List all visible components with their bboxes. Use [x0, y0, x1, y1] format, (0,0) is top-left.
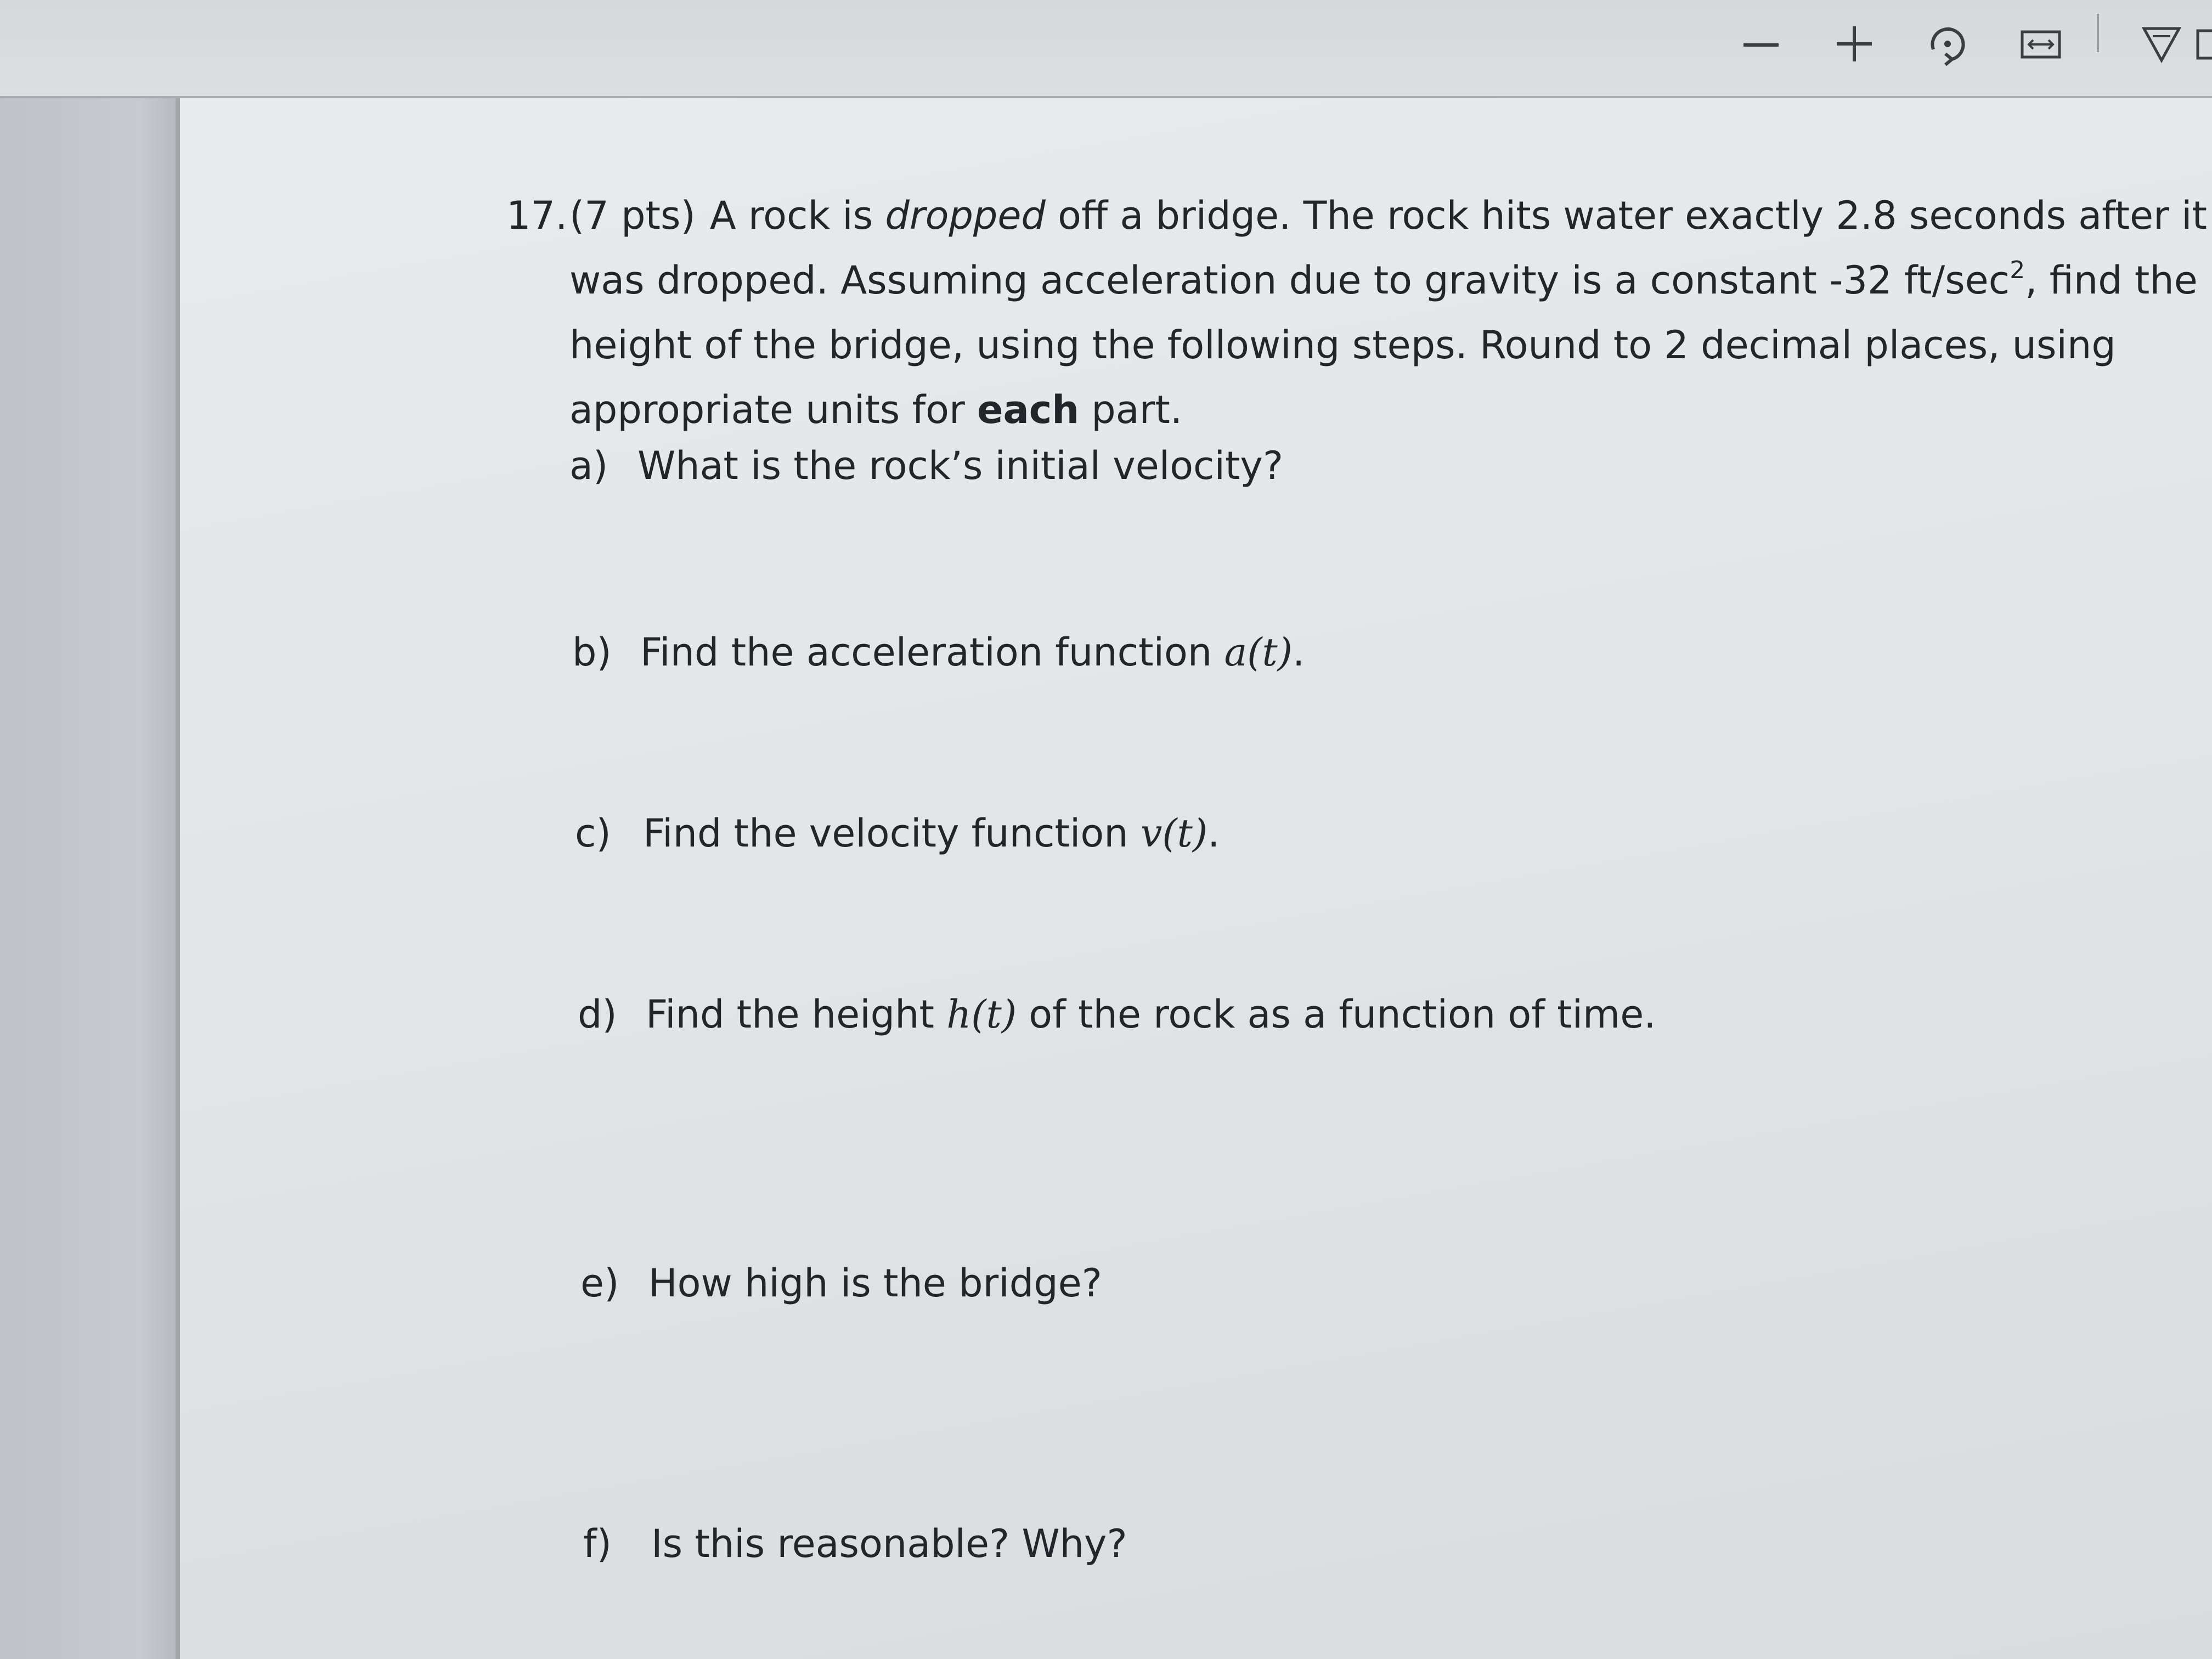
question-emphasis: dropped	[885, 193, 1046, 238]
part-label: e)	[580, 1261, 619, 1306]
minus-icon	[1739, 22, 1783, 66]
question-text: , find the	[2025, 258, 2198, 303]
toolbar-divider	[2097, 14, 2099, 52]
part-label: b)	[572, 630, 612, 675]
zoom-out-button[interactable]	[1728, 11, 1794, 77]
part-e	[580, 1256, 1102, 1311]
part-text: Is this reasonable? Why?	[651, 1521, 1127, 1566]
left-panel	[0, 98, 176, 1659]
question-text: was dropped. Assuming acceleration due to gravity is a constant -32 ft/sec	[569, 258, 2010, 303]
rotate-icon	[1926, 22, 1970, 66]
square-icon	[2194, 22, 2212, 66]
question-line-1	[569, 183, 2207, 248]
viewer-toolbar	[0, 0, 2212, 98]
exponent: 2	[2010, 256, 2025, 284]
part-b	[572, 625, 1305, 680]
question-points: (7 pts)	[569, 193, 696, 238]
part-a	[569, 438, 1283, 493]
rotate-button[interactable]	[1915, 11, 1980, 77]
math-expression: a(t)	[1224, 630, 1293, 675]
question-line-3: height of the bridge, using the following steps. Round to 2 decimal places, using	[569, 323, 2116, 368]
plus-icon	[1832, 22, 1876, 66]
question-text: off a bridge. The rock hits water exactly 2.8 seconds after it	[1045, 193, 2208, 238]
part-d	[578, 987, 1656, 1042]
part-end: of the rock as a function of time.	[1017, 992, 1656, 1037]
question-line-4	[569, 377, 2207, 442]
part-label: a)	[569, 443, 608, 488]
math-expression: v(t)	[1140, 811, 1208, 856]
view-mode-button[interactable]	[2194, 11, 2212, 77]
part-label: d)	[578, 992, 617, 1037]
fit-width-icon	[2019, 22, 2063, 66]
part-end: .	[1207, 811, 1220, 856]
fit-width-button[interactable]	[2008, 11, 2074, 77]
part-f	[583, 1516, 1127, 1571]
part-c	[575, 806, 1220, 861]
draw-button[interactable]	[2129, 11, 2194, 77]
question-text: appropriate units for	[569, 387, 977, 432]
part-text: Find the velocity function	[643, 811, 1141, 856]
zoom-in-button[interactable]	[1821, 11, 1887, 77]
document-page[interactable]	[176, 98, 2212, 1659]
funnel-draw-icon	[2140, 22, 2183, 66]
question-17	[506, 183, 2208, 442]
question-text: part.	[1079, 387, 1183, 432]
part-end: .	[1292, 630, 1305, 675]
part-label: c)	[575, 811, 611, 856]
question-text: A rock is	[709, 193, 885, 238]
part-text: Find the acceleration function	[640, 630, 1224, 675]
question-line-2	[569, 248, 2207, 313]
part-text: How high is the bridge?	[648, 1261, 1102, 1306]
math-expression: h(t)	[946, 992, 1017, 1037]
question-bold: each	[977, 387, 1080, 432]
part-label: f)	[583, 1521, 612, 1566]
part-text: What is the rock’s initial velocity?	[637, 443, 1284, 488]
question-number: 17.	[506, 193, 568, 238]
part-text: Find the height	[646, 992, 947, 1037]
